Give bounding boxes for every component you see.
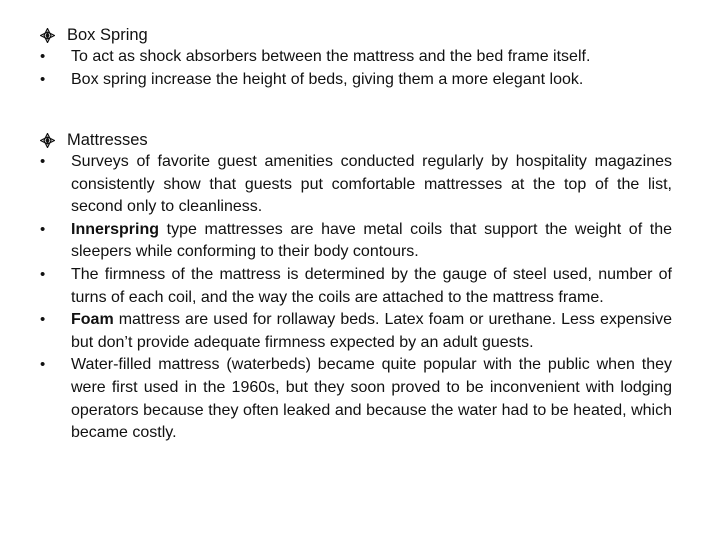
list-item	[40, 46, 672, 69]
list-item	[40, 151, 672, 219]
bullet-list	[40, 151, 680, 445]
bullet-dot-icon	[40, 69, 52, 92]
section-box-spring	[40, 24, 680, 91]
list-item	[40, 69, 672, 92]
list-item-text: To act as shock absorbers between the mattress and the bed frame itself.	[71, 48, 591, 65]
list-item-text: type mattresses are have metal coils that support the weight of the sleepers while conforming to their body contours.	[71, 220, 672, 261]
section-mattresses	[40, 129, 680, 445]
list-item-text: Water-filled mattress (waterbeds) became quite popular with the public when they were first used in the 1960s, but they soon proved to be inconvenient with lodging operators because they often leaked and because the water had to be heated, which became costly.	[71, 356, 672, 442]
section-heading-label: Mattresses	[67, 131, 148, 149]
bullet-dot-icon	[40, 264, 52, 287]
list-item	[40, 309, 672, 354]
bullet-list	[40, 46, 680, 91]
list-item-bold-term: Innerspring	[71, 220, 160, 238]
bullet-dot-icon	[40, 219, 52, 242]
diamond-bullet-icon	[40, 133, 55, 148]
bullet-dot-icon	[40, 309, 52, 332]
section-heading-label: Box Spring	[67, 26, 148, 44]
list-item-bold-term: Foam	[71, 311, 114, 329]
bullet-dot-icon	[40, 151, 52, 174]
list-item	[40, 264, 672, 309]
section-heading	[40, 24, 680, 46]
list-item	[40, 354, 672, 444]
bullet-dot-icon	[40, 354, 52, 377]
list-item-text: The firmness of the mattress is determined by the gauge of steel used, number of turns of each coil, and the way the coils are attached to the mattress frame.	[71, 265, 672, 306]
diamond-bullet-icon	[40, 28, 55, 43]
list-item-text: Box spring increase the height of beds, giving them a more elegant look.	[71, 70, 584, 88]
bullet-dot-icon	[40, 46, 52, 69]
list-item	[40, 219, 672, 264]
section-heading	[40, 129, 680, 151]
list-item-text: mattress are used for rollaway beds. Latex foam or urethane. Less expensive but don’t provide adequate firmness expected by an adult guests.	[71, 311, 672, 351]
list-item-text: Surveys of favorite guest amenities conducted regularly by hospitality magazines consistently show that guests put comfortable mattresses at the top of the list, second only to cleanliness.	[71, 153, 672, 216]
